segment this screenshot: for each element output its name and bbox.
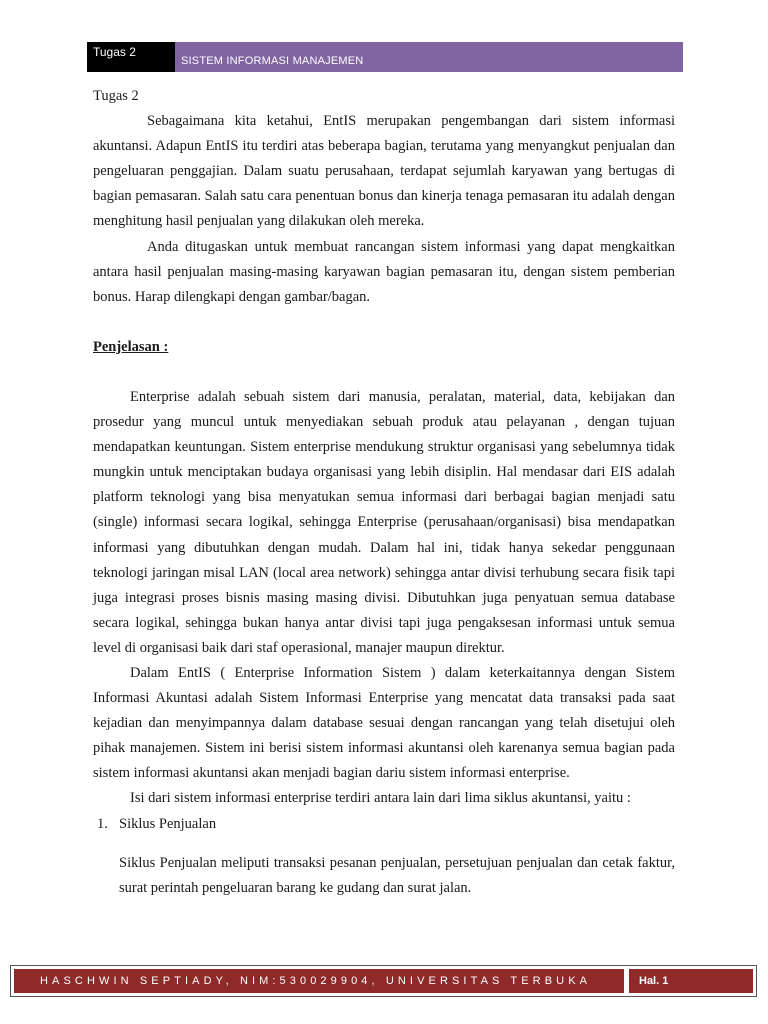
header-course-title: SISTEM INFORMASI MANAJEMEN	[181, 55, 364, 67]
list-item-title: Siklus Penjualan	[119, 815, 217, 832]
explanation-paragraph-3: Isi dari sistem informasi enterprise terdiri antara lain dari lima siklus akuntansi, yaitu :	[130, 790, 631, 807]
header-course-title-box	[175, 42, 683, 72]
header-doc-label: Tugas 2	[93, 45, 136, 59]
document-title: Tugas 2	[93, 88, 139, 104]
list-item	[97, 812, 675, 837]
footer-page-number: Hal. 1	[629, 969, 753, 993]
section-heading: Penjelasan :	[93, 338, 169, 355]
header-doc-label-box	[87, 42, 175, 72]
list-item-number: 1.	[97, 815, 108, 832]
spacer	[93, 360, 675, 385]
explanation-paragraph-1: Enterprise adalah sebuah sistem dari manusia, peralatan, material, data, kebijakan dan prosedur yang muncul untuk menyediakan sebuah produk atau pelayanan , dengan tujuan mendapatkan keuntungan. Sistem enterprise mendukung struktur organisasi yang sebelumnya tidak mungkin untuk menciptakan budaya organisasi yang lebih disiplin. Hal mendasar dari EIS adalah platform teknologi yang bisa menyatukan semua informasi dari berbagai bagian menjadi satu (single) informasi secara logikal, sehingga Enterprise (perusahaan/organisasi) bisa mendapatkan informasi yang dibutuhkan dengan mudah. Dalam hal ini, tidak hanya sekedar penggunaan teknologi jaringan misal LAN (local area network) sehingga antar divisi terhubung secara fisik tapi juga integrasi proses bisnis masing masing divisi. Dibutuhkan juga penyatuan semua database secara logikal, sehingga bukan hanya antar divisi tapi juga pengaksesan informasi untuk semua level di organisasi baik dari staf operasional, manajer maupun direktur.	[93, 388, 675, 656]
list-item-description: Siklus Penjualan meliputi transaksi pesanan penjualan, persetujuan penjualan dan cetak faktur, surat perintah pengeluaran barang ke gudang dan surat jalan.	[119, 855, 675, 897]
explanation-paragraph-2: Dalam EntIS ( Enterprise Information Sistem ) dalam keterkaitannya dengan Sistem Informasi Akuntasi adalah Sistem Informasi Enterprise yang mencatat data transaksi pada saat kejadian dan menyimpannya dalam database sesuai dengan rancangan yang telah disetujui oleh pihak manajemen. Sistem ini berisi sistem informasi akuntansi oleh karenanya semua bagian pada sistem informasi akuntansi akan menjadi bagian dariu sistem informasi enterprise.	[93, 664, 675, 782]
task-paragraph-1: Sebagaimana kita ketahui, EntIS merupakan pengembangan dari sistem informasi akuntansi. Adapun EntIS itu terdiri atas beberapa bagian, terutama yang menyangkut penjualan dan pengeluaran penggajian. Dalam suatu perusahaan, terdapat sejumlah karyawan yang bertugas di bagian pemasaran. Salah satu cara penentuan bonus dan kinerja tenaga pemasaran itu adalah dengan menghitung hasil penjualan yang dilakukan oleh mereka.	[93, 113, 675, 230]
page-footer	[10, 965, 757, 997]
task-paragraph-2: Anda ditugaskan untuk membuat rancangan sistem informasi yang dapat mengkaitkan antara hasil penjualan masing-masing karyawan bagian pemasaran itu, dengan sistem pemberian bonus. Harap dilengkapi dengan gambar/bagan.	[93, 238, 675, 305]
page-content	[93, 84, 675, 916]
footer-author-line: HASCHWIN SEPTIADY, NIM:530029904, UNIVERSITAS TERBUKA	[14, 969, 624, 993]
spacer	[93, 310, 675, 335]
